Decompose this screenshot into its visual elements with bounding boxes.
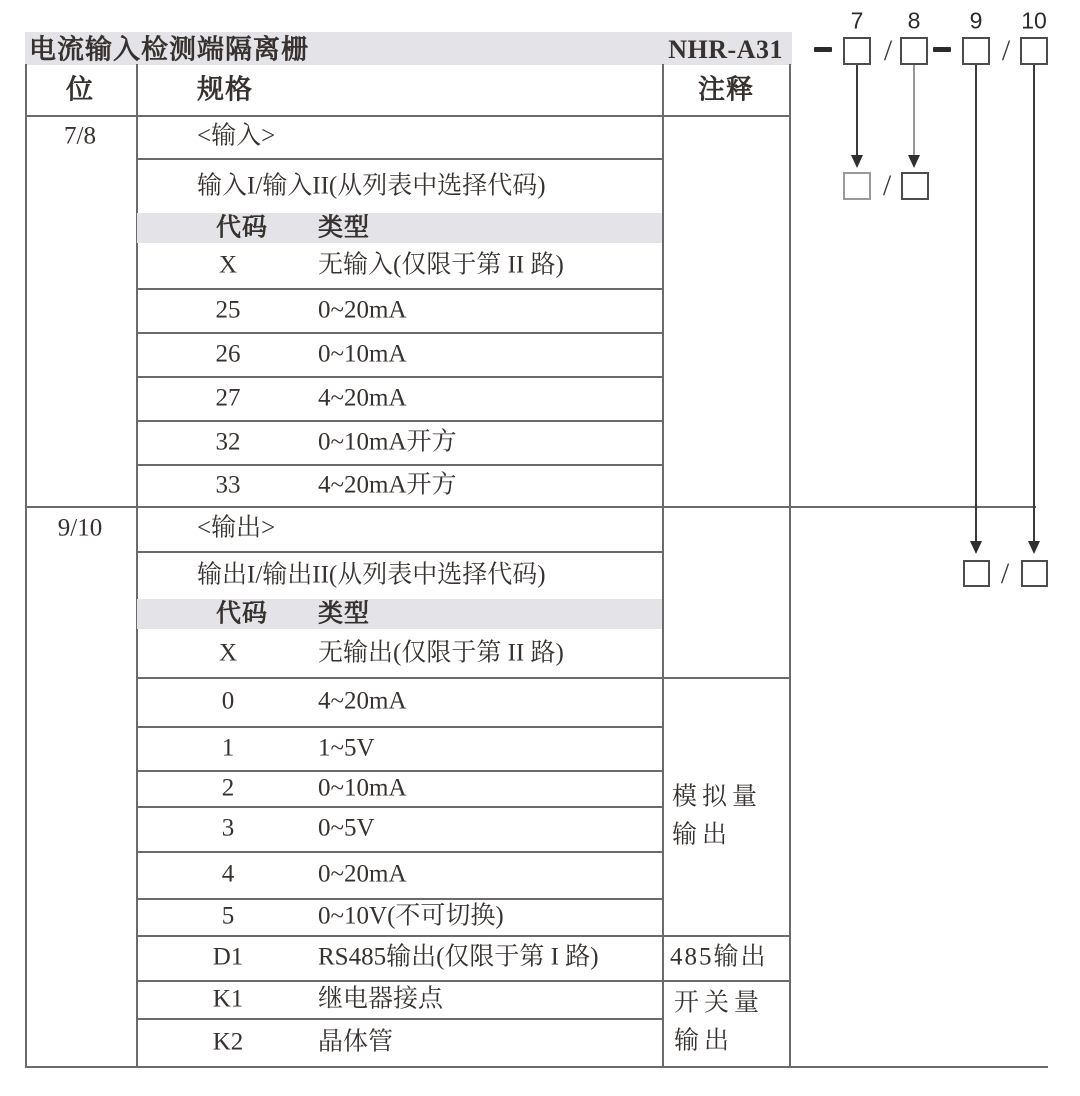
type-header-label: 类型 bbox=[318, 600, 371, 628]
page-title: 电流输入检测端隔离栅 bbox=[29, 34, 309, 65]
dash-separator bbox=[814, 47, 832, 52]
grid-line bbox=[136, 770, 662, 772]
type-cell: 0~5V bbox=[318, 814, 375, 842]
type-cell: 继电器接点 bbox=[318, 985, 444, 1013]
grid-line bbox=[136, 806, 662, 808]
code-cell: 25 bbox=[215, 296, 241, 324]
grid-line bbox=[136, 935, 791, 937]
dash-separator bbox=[933, 47, 951, 52]
slash-separator: / bbox=[882, 169, 892, 202]
code-header-label: 代码 bbox=[215, 600, 269, 628]
switch-output-note: 开关量 bbox=[674, 989, 765, 1017]
position-label-8: 8 bbox=[907, 7, 921, 34]
grid-line bbox=[662, 64, 664, 1067]
type-cell: 1~5V bbox=[318, 734, 375, 762]
grid-line bbox=[136, 288, 662, 290]
grid-line bbox=[25, 115, 791, 117]
code-cell: 5 bbox=[221, 902, 235, 930]
grid-line bbox=[25, 64, 27, 1067]
column-header-spec: 规格 bbox=[197, 74, 253, 105]
code-cell: 26 bbox=[215, 340, 241, 368]
position-label-7: 7 bbox=[850, 7, 864, 34]
code-cell: 3 bbox=[221, 814, 235, 842]
grid-line bbox=[789, 64, 791, 1067]
arrowhead-8 bbox=[908, 155, 920, 168]
position-label-9: 9 bbox=[969, 7, 983, 34]
grid-line bbox=[136, 420, 662, 422]
grid-line bbox=[136, 980, 791, 982]
output-select-hint: 输出I/输出II(从列表中选择代码) bbox=[197, 561, 546, 589]
code-cell: X bbox=[218, 251, 238, 279]
slash-separator: / bbox=[883, 34, 893, 67]
type-cell: 0~10mA bbox=[318, 340, 407, 368]
code-cell: 1 bbox=[221, 734, 235, 762]
code-box-8 bbox=[900, 37, 928, 65]
code-cell: K1 bbox=[212, 985, 244, 1013]
model-number: NHR-A31 bbox=[668, 35, 783, 64]
input-select-hint: 输入I/输入II(从列表中选择代码) bbox=[197, 172, 546, 200]
grid-line bbox=[136, 551, 662, 553]
code-cell: 2 bbox=[221, 774, 235, 802]
output-code-box-2 bbox=[1021, 560, 1048, 587]
code-cell: K2 bbox=[212, 1028, 244, 1056]
grid-line bbox=[136, 726, 662, 728]
input-code-box-1 bbox=[843, 172, 871, 200]
arrow-line-9 bbox=[975, 65, 977, 542]
code-cell: 32 bbox=[215, 428, 241, 456]
rs485-output-note: 485输出 bbox=[670, 943, 768, 971]
code-cell: 33 bbox=[215, 471, 241, 499]
arrow-line-7 bbox=[856, 65, 858, 156]
output-code-box-1 bbox=[963, 560, 990, 587]
analog-output-note: 输出 bbox=[672, 821, 733, 849]
grid-line bbox=[136, 158, 662, 160]
type-cell: 4~20mA bbox=[318, 384, 407, 412]
type-cell: 0~10V(不可切换) bbox=[318, 902, 504, 930]
code-cell: 0 bbox=[221, 687, 235, 715]
arrowhead-9 bbox=[970, 541, 982, 554]
type-cell: RS485输出(仅限于第 I 路) bbox=[318, 943, 599, 971]
grid-line bbox=[136, 464, 662, 466]
code-cell: D1 bbox=[212, 943, 244, 971]
grid-line bbox=[136, 851, 662, 853]
output-tag: <输出> bbox=[197, 514, 276, 542]
arrow-line-8 bbox=[913, 65, 915, 156]
type-cell: 0~10mA bbox=[318, 774, 407, 802]
type-cell: 4~20mA bbox=[318, 687, 407, 715]
type-cell: 0~10mA开方 bbox=[318, 428, 457, 456]
grid-line bbox=[136, 898, 662, 900]
arrowhead-10 bbox=[1028, 541, 1040, 554]
type-cell: 晶体管 bbox=[318, 1028, 394, 1056]
code-cell: 27 bbox=[215, 384, 241, 412]
position-label-10: 10 bbox=[1021, 7, 1047, 34]
type-header-label: 类型 bbox=[318, 214, 371, 242]
type-cell: 无输出(仅限于第 II 路) bbox=[318, 639, 564, 667]
switch-output-note: 输出 bbox=[674, 1027, 735, 1055]
grid-line bbox=[136, 332, 662, 334]
type-cell: 4~20mA开方 bbox=[318, 471, 457, 499]
slash-separator: / bbox=[1000, 557, 1010, 590]
arrow-line-10 bbox=[1033, 65, 1035, 542]
type-cell: 无输入(仅限于第 II 路) bbox=[318, 251, 564, 279]
input-tag: <输入> bbox=[197, 122, 276, 150]
code-header-label: 代码 bbox=[215, 214, 269, 242]
type-cell: 0~20mA bbox=[318, 296, 407, 324]
bit-cell: 9/10 bbox=[57, 514, 103, 542]
table-bottom-line bbox=[25, 1066, 1048, 1068]
column-header-note: 注释 bbox=[698, 74, 754, 105]
type-cell: 0~20mA bbox=[318, 860, 407, 888]
code-box-7 bbox=[843, 37, 871, 65]
input-code-box-2 bbox=[901, 172, 929, 200]
slash-separator: / bbox=[1001, 34, 1011, 67]
code-box-9 bbox=[962, 37, 990, 65]
arrowhead-7 bbox=[851, 155, 863, 168]
code-cell: 4 bbox=[221, 860, 235, 888]
bit-cell: 7/8 bbox=[64, 122, 96, 150]
grid-line bbox=[136, 677, 791, 679]
section-divider-line bbox=[25, 506, 1036, 508]
code-cell: X bbox=[218, 639, 238, 667]
column-header-bit: 位 bbox=[66, 74, 94, 105]
code-box-10 bbox=[1020, 37, 1048, 65]
analog-output-note: 模拟量 bbox=[672, 783, 763, 811]
grid-line bbox=[136, 376, 662, 378]
grid-line bbox=[136, 1018, 662, 1020]
